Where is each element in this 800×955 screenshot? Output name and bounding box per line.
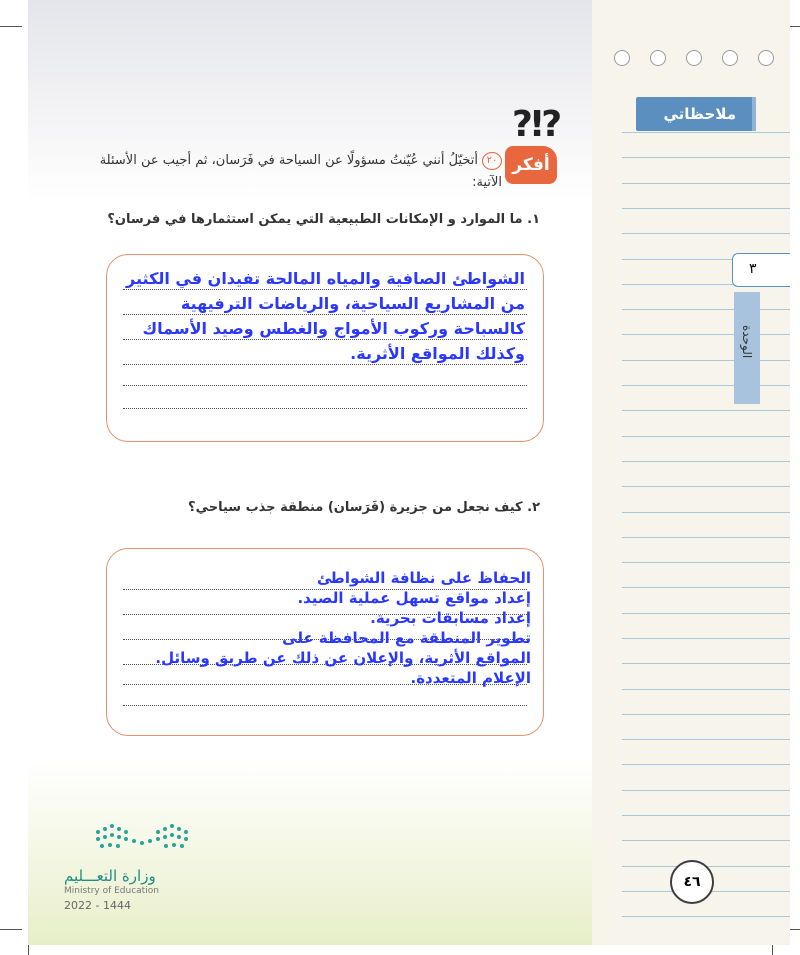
page-main: [28, 0, 592, 945]
question-1: ١. ما الموارد و الإمكانات الطبيعية التي يمكن استثمارها في فرسان؟: [107, 212, 540, 227]
answer-line: وكذلك المواقع الأثرية.: [350, 344, 525, 363]
answer-text-1: [126, 266, 525, 366]
ruled-line: [622, 461, 790, 462]
ruled-line: [622, 233, 790, 234]
ruled-line: [622, 916, 790, 917]
binder-ring-icon: [650, 50, 666, 66]
unit-bookmark: [734, 292, 760, 404]
ruled-line: [622, 764, 790, 765]
answer-line: من المشاريع السياحية، والرياضات الترفيهية: [180, 294, 525, 313]
question-marks-icon: ?!?: [512, 104, 559, 145]
ministry-name-ar: وزارة التعـــليم: [64, 867, 156, 885]
answer-line: إعداد مسابقات بحرية.: [370, 609, 531, 627]
edition-year: 2022 - 1444: [64, 899, 131, 912]
ruled-line: [622, 714, 790, 715]
binder-ring-icon: [614, 50, 630, 66]
unit-number-tab: ٣: [732, 253, 790, 287]
ministry-name-en: Ministry of Education: [64, 886, 159, 896]
ruled-line: [622, 183, 790, 184]
ruled-line: [622, 840, 790, 841]
crop-mark: [0, 26, 22, 27]
answer-line: الإعلام المتعددة.: [410, 669, 531, 687]
ruled-line: [622, 537, 790, 538]
ruled-line: [622, 638, 790, 639]
answer-line: الشواطئ الصافية والمياه المالحة تفيدان في الكثير: [126, 269, 525, 288]
answer-box-2[interactable]: [106, 548, 544, 736]
bookmark-label: الوحدة: [740, 325, 754, 359]
intro-sentence: أتخيّلُ أنني عُيّنتُ مسؤولًا عن السياحة في فَرَسان، ثم أجيب عن الأسئلة الآتية:: [99, 153, 502, 190]
answer-line: إعداد مواقع تسهل عملية الصيد.: [297, 589, 531, 607]
ruled-line: [622, 689, 790, 690]
binder-ring-icon: [686, 50, 702, 66]
ruled-line: [622, 385, 790, 386]
answer-line: المواقع الأثرية، والإعلان عن ذلك عن طريق وسائل.: [155, 649, 531, 667]
ruled-line: [622, 486, 790, 487]
ruled-line: [622, 739, 790, 740]
ruled-line: [622, 157, 790, 158]
ruled-line: [622, 410, 790, 411]
ruled-line: [622, 132, 790, 133]
ruled-line: [622, 309, 790, 310]
binder-ring-icon: [722, 50, 738, 66]
crop-mark: [0, 929, 22, 930]
ruled-line: [622, 790, 790, 791]
intro-text: [90, 150, 502, 194]
dotted-line: [123, 385, 527, 386]
dotted-line: [123, 705, 527, 706]
page-number: ٤٦: [670, 860, 714, 904]
notes-column: [592, 0, 790, 945]
ruled-line: [622, 512, 790, 513]
answer-line: تطوير المنطقة مع المحافظة على: [282, 629, 531, 647]
dotted-line: [123, 408, 527, 409]
ruled-line: [622, 587, 790, 588]
ruled-line: [622, 613, 790, 614]
skill-badge-icon: ٢٠: [482, 152, 502, 170]
ruled-line: [622, 815, 790, 816]
notes-title: ملاحظاتي: [636, 97, 756, 131]
ruled-line: [622, 360, 790, 361]
think-label: أفكر: [505, 146, 557, 184]
ruled-line: [622, 562, 790, 563]
ruled-line: [622, 436, 790, 437]
answer-line: كالسباحة وركوب الأمواج والغطس وصيد الأسماك: [142, 319, 525, 338]
question-2: ٢. كيف نجعل من جزيرة (فَرَسان) منطقة جذب سياحي؟: [188, 500, 540, 515]
answer-text-2: [155, 568, 531, 688]
answer-box-1[interactable]: [106, 254, 544, 442]
answer-line: الحفاظ على نظافة الشواطئ: [316, 569, 531, 587]
ruled-line: [622, 334, 790, 335]
ruled-line: [622, 663, 790, 664]
binder-ring-icon: [758, 50, 774, 66]
ruled-line: [622, 208, 790, 209]
